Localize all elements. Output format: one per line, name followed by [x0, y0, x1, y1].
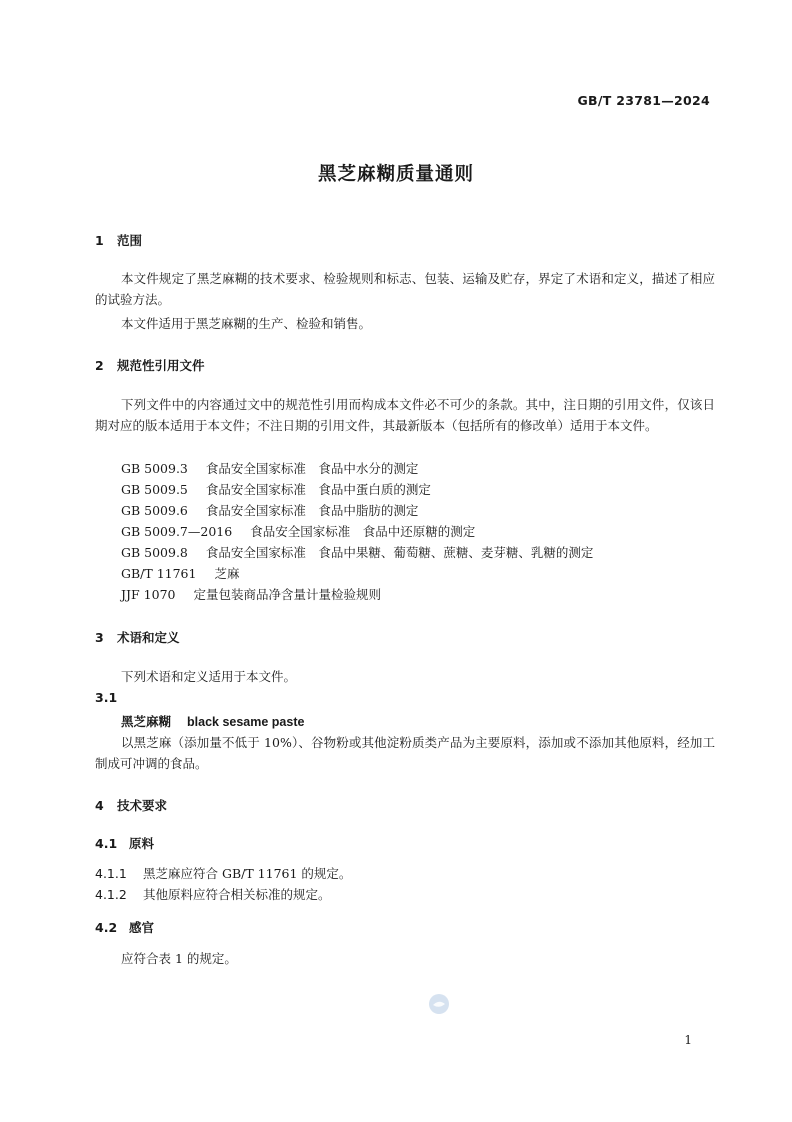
document-title: 黑芝麻糊质量通则: [317, 164, 474, 185]
reference-title: 食品安全国家标准 食品中水分的测定: [205, 461, 419, 476]
section-number: 2: [95, 358, 104, 373]
reference-title: 定量包装商品净含量计量检验规则: [193, 587, 381, 602]
term-definition: 以黑芝麻（添加量不低于 10%）、谷物粉或其他淀粉质类产品为主要原料，添加或不添加其他原料，经加工制成可冲调的食品。: [95, 735, 715, 771]
reference-item: [121, 522, 475, 540]
section-4-heading: [95, 796, 167, 814]
reference-item: [121, 585, 381, 603]
section-title: 术语和定义: [117, 630, 180, 645]
subsection-number: 4.1: [95, 836, 118, 851]
reference-title: 食品安全国家标准 食品中蛋白质的测定: [205, 482, 431, 497]
reference-title: 食品安全国家标准 食品中还原糖的测定: [250, 524, 476, 539]
section-2-paragraph-1: 下列文件中的内容通过文中的规范性引用而构成本文件必不可少的条款。其中，注日期的引用文件，仅该日期对应的版本适用于本文件；不注日期的引用文件，其最新版本（包括所有的修改单）适用于本文件。: [95, 397, 715, 433]
clause-text: 其他原料应符合相关标准的规定。: [143, 887, 331, 902]
reference-item: [121, 564, 239, 582]
section-1-paragraph-1: 本文件规定了黑芝麻糊的技术要求、检验规则和标志、包装、运输及贮存，界定了术语和定义，描述了相应的试验方法。: [95, 271, 715, 307]
section-title: 范围: [117, 233, 143, 248]
page-number: 1: [684, 1033, 692, 1047]
reference-code: GB/T 11761: [121, 566, 197, 581]
reference-code: JJF 1070: [121, 587, 176, 602]
section-3-heading: [95, 628, 180, 646]
reference-item: [121, 480, 431, 498]
reference-title: 食品安全国家标准 食品中脂肪的测定: [205, 503, 419, 518]
section-number: 4: [95, 798, 104, 813]
reference-title: 食品安全国家标准 食品中果糖、葡萄糖、蔗糖、麦芽糖、乳糖的测定: [205, 545, 594, 560]
subsection-title: 感官: [129, 920, 155, 935]
section-title: 规范性引用文件: [117, 358, 205, 373]
subsection-title: 原料: [129, 836, 155, 851]
section-number: 1: [95, 233, 104, 248]
reference-code: GB 5009.7—2016: [121, 524, 233, 539]
reference-item: [121, 459, 418, 477]
term-number: 3.1: [95, 690, 118, 705]
clause-number: 4.1.1: [95, 866, 127, 881]
subsection-4-1-heading: [95, 834, 154, 852]
reference-item: [121, 501, 418, 519]
section-title: 技术要求: [117, 798, 168, 813]
section-1-heading: [95, 231, 142, 249]
clause-4-1-2: [95, 885, 331, 903]
subsection-4-2-paragraph: 应符合表 1 的规定。: [121, 951, 237, 966]
section-1-paragraph-2: 本文件适用于黑芝麻糊的生产、检验和销售。: [121, 316, 372, 331]
section-3-paragraph-1: 下列术语和定义适用于本文件。: [121, 669, 297, 684]
clause-number: 4.1.2: [95, 887, 127, 902]
term-entry: [121, 712, 304, 730]
clause-4-1-1: [95, 864, 351, 882]
term-english: black sesame paste: [187, 715, 305, 729]
reference-title: 芝麻: [214, 566, 240, 581]
clause-text: 黑芝麻应符合 GB/T 11761 的规定。: [143, 866, 352, 881]
reference-code: GB 5009.3: [121, 461, 188, 476]
section-2-heading: [95, 356, 205, 374]
watermark-logo-icon: [428, 993, 450, 1015]
section-number: 3: [95, 630, 104, 645]
standard-number: GB/T 23781—2024: [577, 93, 710, 108]
reference-code: GB 5009.8: [121, 545, 188, 560]
reference-item: [121, 543, 593, 561]
subsection-number: 4.2: [95, 920, 118, 935]
subsection-4-2-heading: [95, 918, 154, 936]
reference-code: GB 5009.6: [121, 503, 188, 518]
reference-code: GB 5009.5: [121, 482, 188, 497]
term-chinese: 黑芝麻糊: [121, 714, 172, 729]
